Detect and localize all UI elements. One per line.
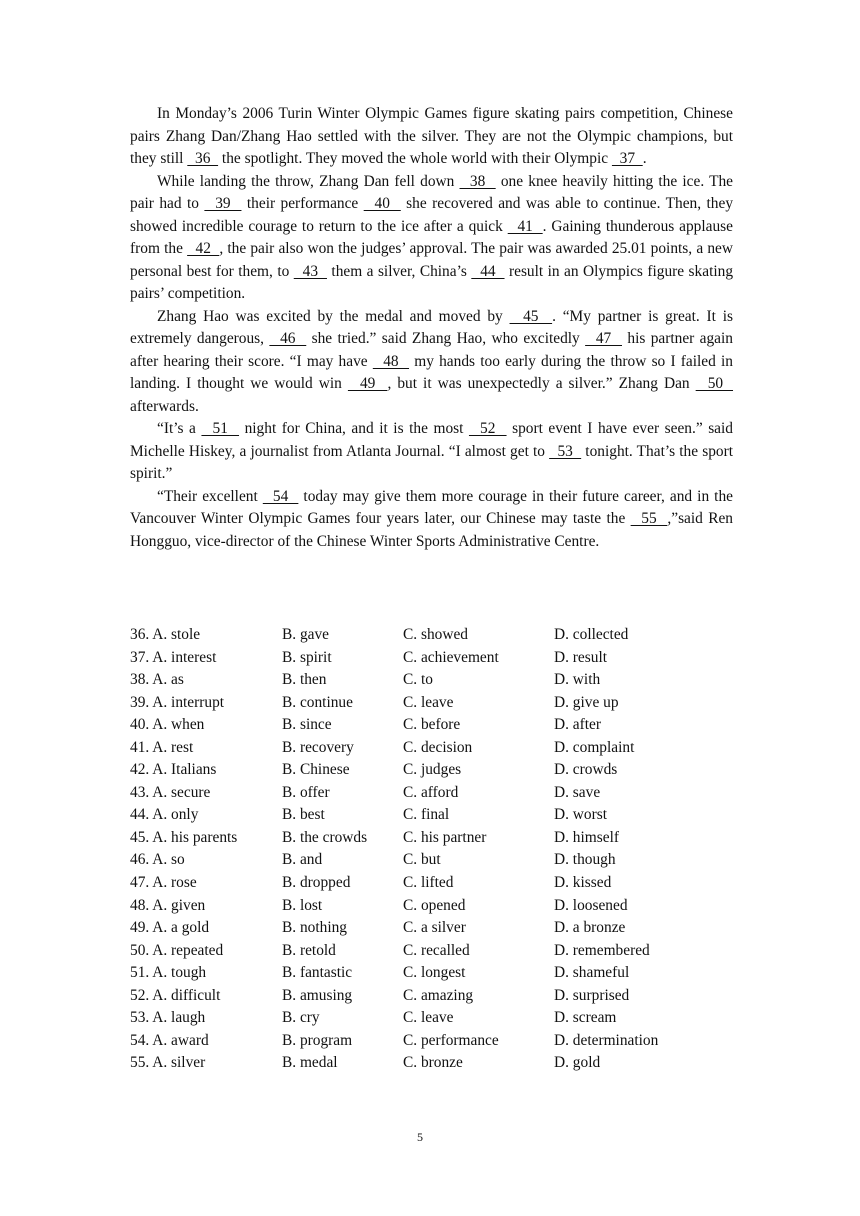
option-choice: 44. A. only — [130, 806, 199, 824]
option-row — [130, 1030, 733, 1053]
passage-text: one knee heavily hitting the ice. The pair had to — [130, 172, 734, 212]
option-choice: B. cry — [282, 1009, 320, 1027]
blank-46: 46 — [269, 330, 307, 347]
option-row — [130, 872, 733, 895]
option-choice: 46. A. so — [130, 851, 185, 869]
option-choice: D. a bronze — [554, 919, 626, 937]
option-choice: B. continue — [282, 693, 353, 711]
option-row — [130, 737, 733, 760]
blank-42: 42 — [187, 240, 220, 257]
option-choice: B. dropped — [282, 874, 351, 892]
option-row — [130, 759, 733, 782]
passage-text: their performance — [241, 195, 364, 212]
option-row — [130, 804, 733, 827]
option-choice: 42. A. Italians — [130, 761, 217, 779]
option-row — [130, 692, 733, 715]
passage-paragraph — [130, 306, 733, 419]
option-choice: C. judges — [403, 761, 462, 779]
passage-text: Zhang Hao was excited by the medal and moved by — [157, 307, 510, 325]
option-choice: D. scream — [554, 1009, 617, 1027]
passage-paragraph — [130, 171, 733, 306]
option-choice: D. surprised — [554, 986, 630, 1004]
option-choice: D. crowds — [554, 761, 618, 779]
option-choice: D. himself — [554, 828, 619, 846]
option-row — [130, 827, 733, 850]
option-choice: C. to — [403, 671, 433, 689]
option-choice: D. kissed — [554, 874, 612, 892]
option-choice: D. after — [554, 716, 601, 734]
option-choice: 41. A. rest — [130, 738, 194, 756]
passage-text: tonight. That’s the sport spirit.” — [130, 442, 734, 482]
blank-48: 48 — [372, 352, 410, 370]
option-choice: D. collected — [554, 626, 629, 643]
passage-text: In Monday’s 2006 Turin Winter Olympic Games figure skating pairs competition, Chinese pairs Zhang Dan/Zhang Hao settled with the silver. They are not the Olympic champions, but they still — [130, 105, 733, 167]
option-row — [130, 962, 733, 985]
option-choice: C. bronze — [403, 1054, 463, 1072]
option-choice: B. nothing — [282, 919, 347, 937]
blank-55: 55 — [630, 510, 668, 527]
option-row — [130, 1007, 733, 1030]
option-choice: C. opened — [403, 896, 466, 914]
passage-text: “Their excellent — [157, 487, 263, 505]
option-row — [130, 782, 733, 805]
blank-51: 51 — [201, 420, 240, 437]
blank-44: 44 — [471, 262, 505, 280]
blank-41: 41 — [507, 217, 543, 235]
option-choice: D. though — [554, 851, 616, 869]
passage-text: , the pair also won the judges’ approval. The pair was awarded 25.01 points, a new personal best for them, to — [130, 240, 734, 280]
option-choice: C. performance — [403, 1031, 499, 1049]
blank-53: 53 — [549, 442, 582, 460]
blank-37: 37 — [611, 150, 643, 167]
passage-text: . “My partner is great. It is extremely dangerous, — [130, 307, 734, 347]
passage-text: them a silver, China’s — [326, 262, 472, 280]
option-choice: B. retold — [282, 941, 336, 959]
option-choice: C. recalled — [403, 941, 470, 959]
option-choice: 40. A. when — [130, 716, 205, 734]
blank-39: 39 — [204, 195, 242, 212]
option-choice: D. complaint — [554, 738, 635, 756]
option-row — [130, 940, 733, 963]
option-choice: B. gave — [282, 626, 330, 643]
option-choice: B. spirit — [282, 648, 332, 666]
option-row — [130, 624, 733, 647]
option-choice: C. his partner — [403, 828, 487, 846]
passage-text: my hands too early during the throw so I failed in landing. I thought we would win — [130, 352, 733, 392]
option-choice: D. worst — [554, 806, 608, 824]
option-choice: B. since — [282, 716, 332, 734]
option-row — [130, 895, 733, 918]
option-choice: D. save — [554, 783, 601, 801]
option-choice: 55. A. silver — [130, 1054, 206, 1072]
option-choice: C. leave — [403, 1009, 454, 1027]
option-choice: D. gold — [554, 1054, 601, 1072]
option-choice: B. offer — [282, 783, 330, 801]
option-row — [130, 1052, 733, 1075]
option-choice: D. loosened — [554, 896, 628, 914]
passage-text: his partner again after hearing their score. “I may have — [130, 330, 733, 370]
option-choice: C. showed — [403, 626, 468, 643]
option-row — [130, 669, 733, 692]
option-choice: 48. A. given — [130, 896, 206, 914]
passage-text: sport event I have ever seen.” said Michelle Hiskey, a journalist from Atlanta Journal. “I almost get to — [130, 420, 733, 460]
passage-paragraph — [130, 486, 733, 554]
option-choice: 37. A. interest — [130, 648, 217, 666]
passage-text: night for China, and it is the most — [239, 420, 469, 437]
option-choice: D. result — [554, 648, 608, 666]
option-choice: B. Chinese — [282, 761, 350, 779]
passage-text: the spotlight. They moved the whole world with their Olympic — [218, 150, 612, 167]
option-choice: 43. A. secure — [130, 783, 211, 801]
option-choice: D. give up — [554, 693, 619, 711]
option-choice: C. leave — [403, 693, 454, 711]
blank-52: 52 — [468, 420, 507, 437]
option-choice: C. but — [403, 851, 441, 869]
option-choice: 38. A. as — [130, 671, 184, 689]
option-choice: 49. A. a gold — [130, 919, 210, 937]
option-choice: 47. A. rose — [130, 874, 197, 892]
option-choice: 53. A. laugh — [130, 1009, 206, 1027]
option-choice: D. shameful — [554, 964, 630, 982]
option-choice: B. medal — [282, 1054, 338, 1072]
option-choice: 39. A. interrupt — [130, 693, 225, 711]
option-choice: 36. A. stole — [130, 626, 201, 643]
passage-text: . — [642, 150, 647, 167]
option-choice: C. achievement — [403, 648, 499, 666]
passage-paragraph — [130, 103, 733, 171]
option-choice: 52. A. difficult — [130, 986, 221, 1004]
passage-text: ,”said Ren Hongguo, vice-director of the Chinese Winter Sports Administrative Centre. — [130, 510, 733, 550]
option-choice: D. with — [554, 671, 601, 689]
option-choice: C. amazing — [403, 986, 474, 1004]
passage-text: she tried.” said Zhang Hao, who excitedly — [306, 330, 586, 347]
option-row — [130, 647, 733, 670]
option-choice: B. recovery — [282, 738, 354, 756]
option-row — [130, 714, 733, 737]
page-number: 5 — [417, 1130, 423, 1144]
passage-text: , but it was unexpectedly a silver.” Zhang Dan — [387, 375, 696, 392]
passage-text: result in an Olympics figure skating pairs’ competition. — [130, 262, 734, 302]
blank-38: 38 — [459, 172, 496, 190]
option-choice: C. afford — [403, 783, 459, 801]
option-choice: C. final — [403, 806, 450, 824]
option-choice: 51. A. tough — [130, 964, 207, 982]
blank-36: 36 — [187, 150, 219, 167]
passage — [130, 103, 733, 553]
passage-text: While landing the throw, Zhang Dan fell down — [157, 172, 460, 190]
blank-50: 50 — [695, 375, 734, 392]
passage-text: “It’s a — [157, 420, 202, 437]
blank-54: 54 — [262, 487, 299, 505]
passage-paragraph — [130, 418, 733, 486]
passage-text: today may give them more courage in their future career, and in the Vancouver Winter Olympic Games four years later, our Chinese may taste the — [130, 487, 733, 527]
option-row — [130, 849, 733, 872]
option-choice: C. longest — [403, 964, 466, 982]
option-choice: B. and — [282, 851, 323, 869]
option-row — [130, 917, 733, 940]
option-choice: C. lifted — [403, 874, 454, 892]
option-row — [130, 985, 733, 1008]
option-choice: B. then — [282, 671, 327, 689]
option-choice: D. remembered — [554, 941, 650, 959]
option-choice: B. lost — [282, 896, 323, 914]
blank-40: 40 — [363, 195, 401, 212]
option-choice: C. a silver — [403, 919, 466, 937]
option-choice: B. program — [282, 1031, 353, 1049]
option-choice: B. best — [282, 806, 325, 824]
passage-text: . Gaining thunderous applause from the — [130, 217, 733, 257]
passage-text: afterwards. — [130, 397, 199, 415]
option-choice: C. before — [403, 716, 461, 734]
option-choice: 54. A. award — [130, 1031, 209, 1049]
answer-options — [130, 624, 733, 1075]
option-choice: C. decision — [403, 738, 473, 756]
option-choice: 50. A. repeated — [130, 941, 224, 959]
option-choice: 45. A. his parents — [130, 828, 238, 846]
blank-45: 45 — [509, 307, 553, 325]
blank-43: 43 — [293, 262, 327, 280]
option-choice: B. the crowds — [282, 828, 368, 846]
blank-49: 49 — [347, 375, 388, 392]
option-choice: B. fantastic — [282, 964, 353, 982]
option-choice: B. amusing — [282, 986, 353, 1004]
blank-47: 47 — [585, 330, 622, 347]
passage-text: she recovered and was able to continue. Then, they showed incredible courage to return to the ice after a quick — [130, 195, 734, 235]
option-choice: D. determination — [554, 1031, 659, 1049]
